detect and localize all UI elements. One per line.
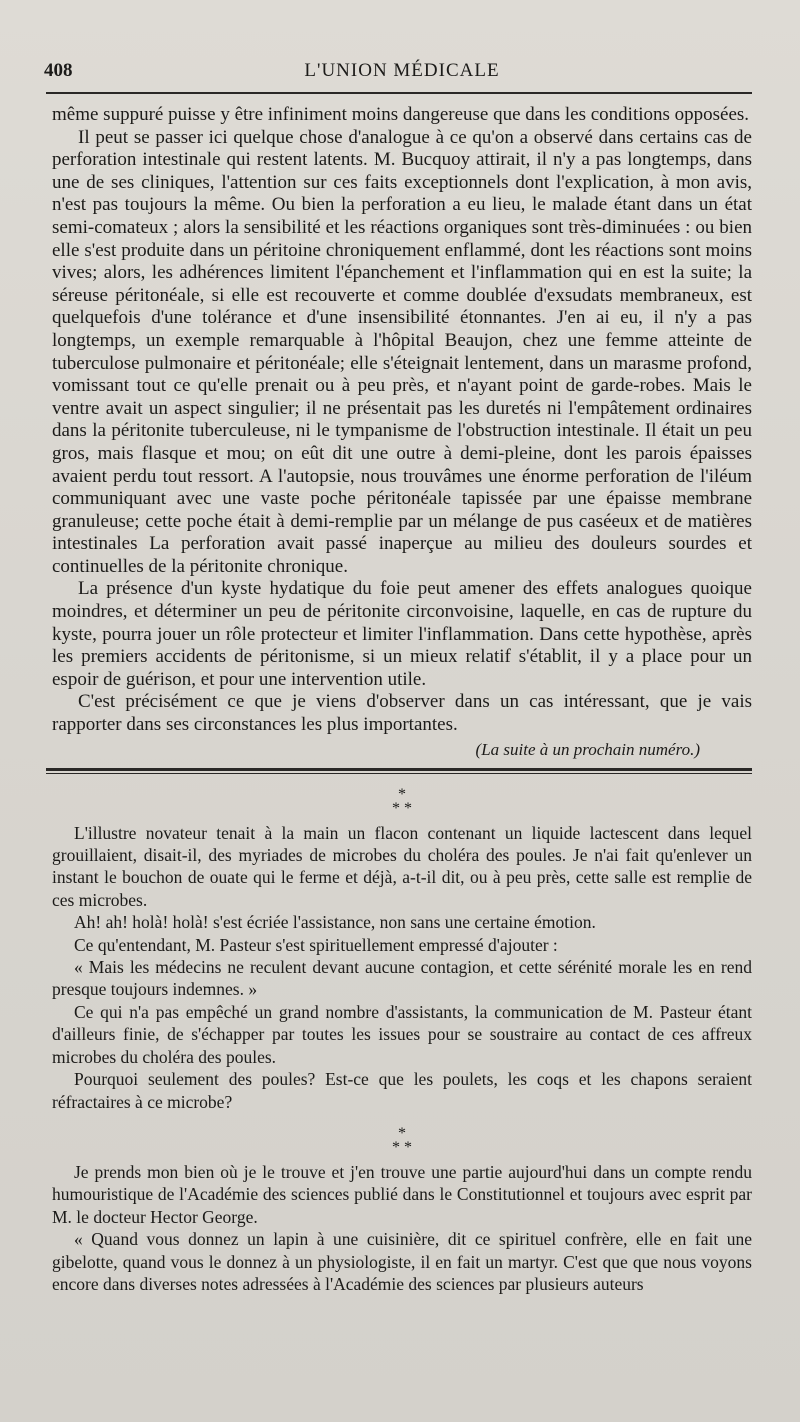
feuilleton-section-2 bbox=[52, 1161, 752, 1295]
asterism-bottom: * * bbox=[392, 1138, 412, 1156]
paragraph: C'est précisément ce que je viens d'observer dans un cas intéressant, que je vais rapporter dans ses circonstances les plus importantes. bbox=[52, 691, 752, 736]
continuation-note: (La suite à un prochain numéro.) bbox=[475, 739, 700, 759]
paragraph: Je prends mon bien où je le trouve et j'en trouve une partie aujourd'hui dans un compte rendu humouristique de l'Académie des sciences publié dans le Constitutionnel et toujours avec esprit par M. le docteur Hector George. bbox=[52, 1161, 752, 1227]
asterism bbox=[52, 785, 752, 817]
article-body bbox=[52, 104, 752, 760]
page-header bbox=[44, 52, 752, 82]
paragraph: Pourquoi seulement des poules? Est-ce que les poulets, les coqs et les chapons seraient réfractaires à ce microbe? bbox=[52, 1069, 752, 1112]
asterism-bottom: * * bbox=[392, 799, 412, 817]
paragraph: Il peut se passer ici quelque chose d'analogue à ce qu'on a observé dans certains cas de perforation intestinale qui restent latents. M. Bucquoy attirait, il n'y a pas longtemps, dans une de ses cliniques, l'attention sur ces faits exceptionnels dont l'explication, à mon avis, n'est pas toujours la même. Ou bien la perforation a eu lieu, le malade étant dans un état semi-comateux ; alors la sensibilité et les réactions organiques sont très-diminuées : ou bien elle s'est produite dans un péritoine chroniquement enflammé, dont les réactions sont moins vives; alors, les adhérences limitent l'épanchement et l'inflammation qui en est la suite; la séreuse péritonéale, si elle est recouverte et comme doublée d'exsudats membraneux, est quelquefois d'une tolérance et d'une insensibilité étonnantes. J'en ai eu, il n'y a pas longtemps, un exemple remarquable à l'hôpital Beaujon, chez une femme atteinte de tuberculose pulmonaire et péritonéale; elle s'éteignait lentement, dans un marasme profond, vomissant tout ce qu'elle prenait ou à peu près, et n'ayant point de garde-robes. Mais le ventre avait un aspect singulier; il ne présentait pas les duretés ni l'empâtement ordinaires dans la péritonite tuberculeuse, ni le tympanisme de l'obstruction intestinale. Il était un peu gros, mais flasque et mou; on eût dit une outre à demi-pleine, dont les parois épaisses avaient perdu tout ressort. A l'autopsie, nous trouvâmes une énorme perforation de l'iléum communiquant avec une vaste poche péritonéale tapissée par une épaisse membrane granuleuse; cette poche était à demi-remplie par un mélange de pus caséeux et de matières intestinales La perforation avait passé inaperçue au milieu des douleurs sourdes et continuelles de la péritonite chronique. bbox=[52, 126, 752, 577]
feuilleton-section bbox=[52, 822, 752, 1113]
running-title: L'UNION MÉDICALE bbox=[304, 60, 500, 81]
asterism-2 bbox=[52, 1124, 752, 1156]
paragraph: « Mais les médecins ne reculent devant aucune contagion, et cette sérénité morale les en rend presque toujours indemnes. » bbox=[52, 957, 752, 1000]
page-number: 408 bbox=[44, 60, 73, 81]
paragraph: Ce qui n'a pas empêché un grand nombre d'assistants, la communication de M. Pasteur étant d'ailleurs finie, de s'échapper par toutes les issues pour se soustraire au contact de ces affreux microbes du choléra des poules. bbox=[52, 1001, 752, 1067]
paragraph: L'illustre novateur tenait à la main un flacon contenant un liquide lactescent dans lequel grouillaient, disait-il, des myriades de microbes du choléra des poules. Je n'ai fait qu'enlever un instant le bouchon de ouate qui le ferme et déjà, a-t-il dit, ou à peu près, cette salle est remplie de ces microbes. bbox=[52, 822, 752, 910]
asterism-top: * bbox=[398, 785, 406, 803]
header-rule bbox=[46, 92, 752, 94]
paragraph: La présence d'un kyste hydatique du foie peut amener des effets analogues quoique moindres, et déterminer un peu de péritonite circonvoisine, laquelle, en cas de rupture du kyste, pourra jouer un rôle protecteur et limiter l'inflammation. Dans cette hypothèse, après les premiers accidents de péritonisme, si un mieux relatif s'établit, il y a place pour un espoir de guérison, et pour une intervention utile. bbox=[52, 578, 752, 690]
paragraph: même suppuré puisse y être infiniment moins dangereuse que dans les conditions opposées. bbox=[52, 104, 750, 125]
paragraph: Ah! ah! holà! holà! s'est écriée l'assistance, non sans une certaine émotion. bbox=[74, 912, 596, 933]
asterism-top: * bbox=[398, 1124, 406, 1142]
paragraph: « Quand vous donnez un lapin à une cuisinière, dit ce spirituel confrère, elle en fait une gibelotte, quand vous le donnez à un physiologiste, il en fait un martyr. C'est que que nous voyons encore dans diverses notes adressées à l'Académie des sciences par plusieurs auteurs bbox=[52, 1229, 752, 1294]
section-divider bbox=[46, 768, 752, 774]
paragraph: Ce qu'entendant, M. Pasteur s'est spirituellement empressé d'ajouter : bbox=[74, 934, 558, 955]
